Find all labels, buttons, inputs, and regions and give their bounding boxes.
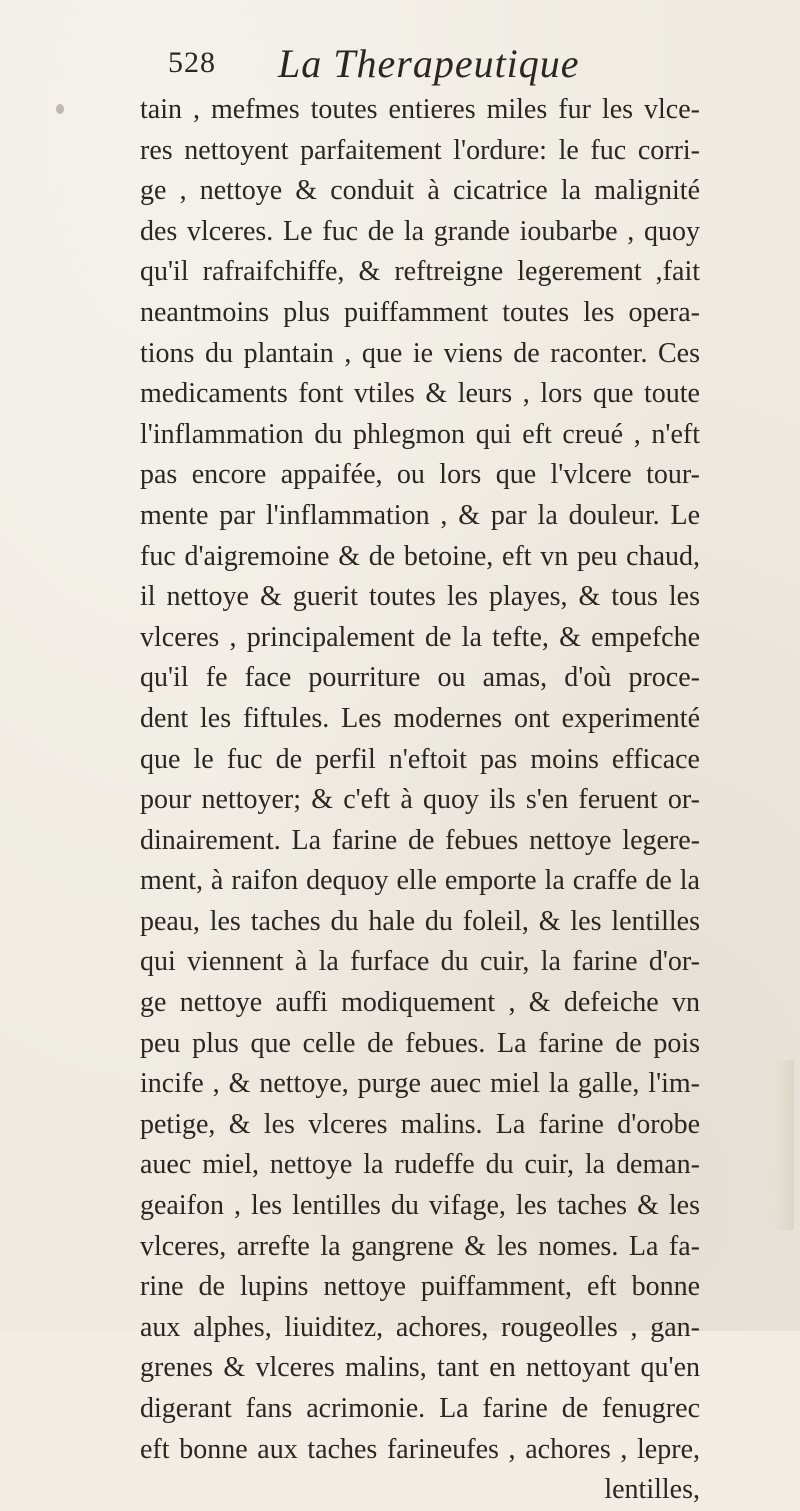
text-line: geaifon , les lentilles du vifage, les taches & les — [140, 1190, 700, 1222]
catchword: lentilles, — [604, 1474, 700, 1506]
text-line: aux alphes, liuiditez, achores, rougeolles , gan- — [140, 1311, 700, 1343]
text-line: fuc d'aigremoine & de betoine, eft vn peu chaud, — [140, 540, 700, 572]
text-line: incife , & nettoye, purge auec miel la galle, l'im- — [140, 1068, 700, 1100]
text-line: tain , mefmes toutes entieres miles fur les vlce- — [140, 94, 700, 125]
text-line: l'inflammation du phlegmon qui eft creué , n'eft — [140, 418, 700, 450]
text-line: ge , nettoye & conduit à cicatrice la malignité — [140, 175, 700, 207]
text-line: petige, & les vlceres malins. La farine d'orobe — [140, 1108, 700, 1140]
text-line: qu'il rafraifchiffe, & reftreigne legerement ,fait — [140, 256, 700, 288]
page-edge-stain — [774, 1060, 794, 1230]
body-text — [140, 90, 700, 1511]
text-line: dent les fiftules. Les modernes ont experimenté — [140, 702, 700, 734]
text-line: neantmoins plus puiffamment toutes les opera- — [140, 296, 700, 328]
text-line: il nettoye & guerit toutes les playes, & tous les — [140, 581, 700, 613]
text-line: qui viennent à la furface du cuir, la farine d'or- — [140, 946, 700, 978]
text-line: que le fuc de perfil n'eftoit pas moins efficace — [140, 743, 700, 775]
text-line: tions du plantain , que ie viens de raconter. Ces — [140, 337, 700, 369]
text-line: digerant fans acrimonie. La farine de fenugrec — [140, 1393, 700, 1424]
text-line: qu'il fe face pourriture ou amas, d'où proce- — [140, 662, 700, 694]
text-line: pas encore appaifée, ou lors que l'vlcere tour- — [140, 459, 700, 491]
text-line: medicaments font vtiles & leurs , lors que toute — [140, 378, 700, 410]
text-line: vlceres, arrefte la gangrene & les nomes. La fa- — [140, 1230, 700, 1262]
running-title: La Therapeutique — [278, 41, 580, 86]
text-line: auec miel, nettoye la rudeffe du cuir, la deman- — [140, 1149, 700, 1181]
text-line: peau, les taches du hale du foleil, & les lentilles — [140, 905, 700, 937]
text-line: dinairement. La farine de febues nettoye legere- — [140, 824, 700, 856]
text-line: grenes & vlceres malins, tant en nettoyant qu'en — [140, 1352, 700, 1384]
text-line: res nettoyent parfaitement l'ordure: le fuc corri- — [140, 134, 700, 166]
text-line: ge nettoye auffi modiquement , & defeiche vn — [140, 987, 700, 1019]
text-line: vlceres , principalement de la tefte, & empefche — [140, 621, 700, 653]
text-line: ment, à raifon dequoy elle emporte la craffe de la — [140, 865, 700, 897]
page-header — [168, 40, 688, 90]
text-line: mente par l'inflammation , & par la douleur. Le — [140, 499, 700, 531]
text-line: rine de lupins nettoye puiffamment, eft bonne — [140, 1271, 700, 1303]
text-line: des vlceres. Le fuc de la grande ioubarbe , quoy — [140, 215, 700, 247]
text-line: pour nettoyer; & c'eft à quoy ils s'en feruent or- — [140, 784, 700, 816]
text-line: peu plus que celle de febues. La farine de pois — [140, 1027, 700, 1059]
text-line: eft bonne aux taches farineufes , achores , lepre, — [140, 1433, 700, 1465]
ink-spot — [56, 104, 64, 114]
page-number: 528 — [168, 46, 216, 79]
